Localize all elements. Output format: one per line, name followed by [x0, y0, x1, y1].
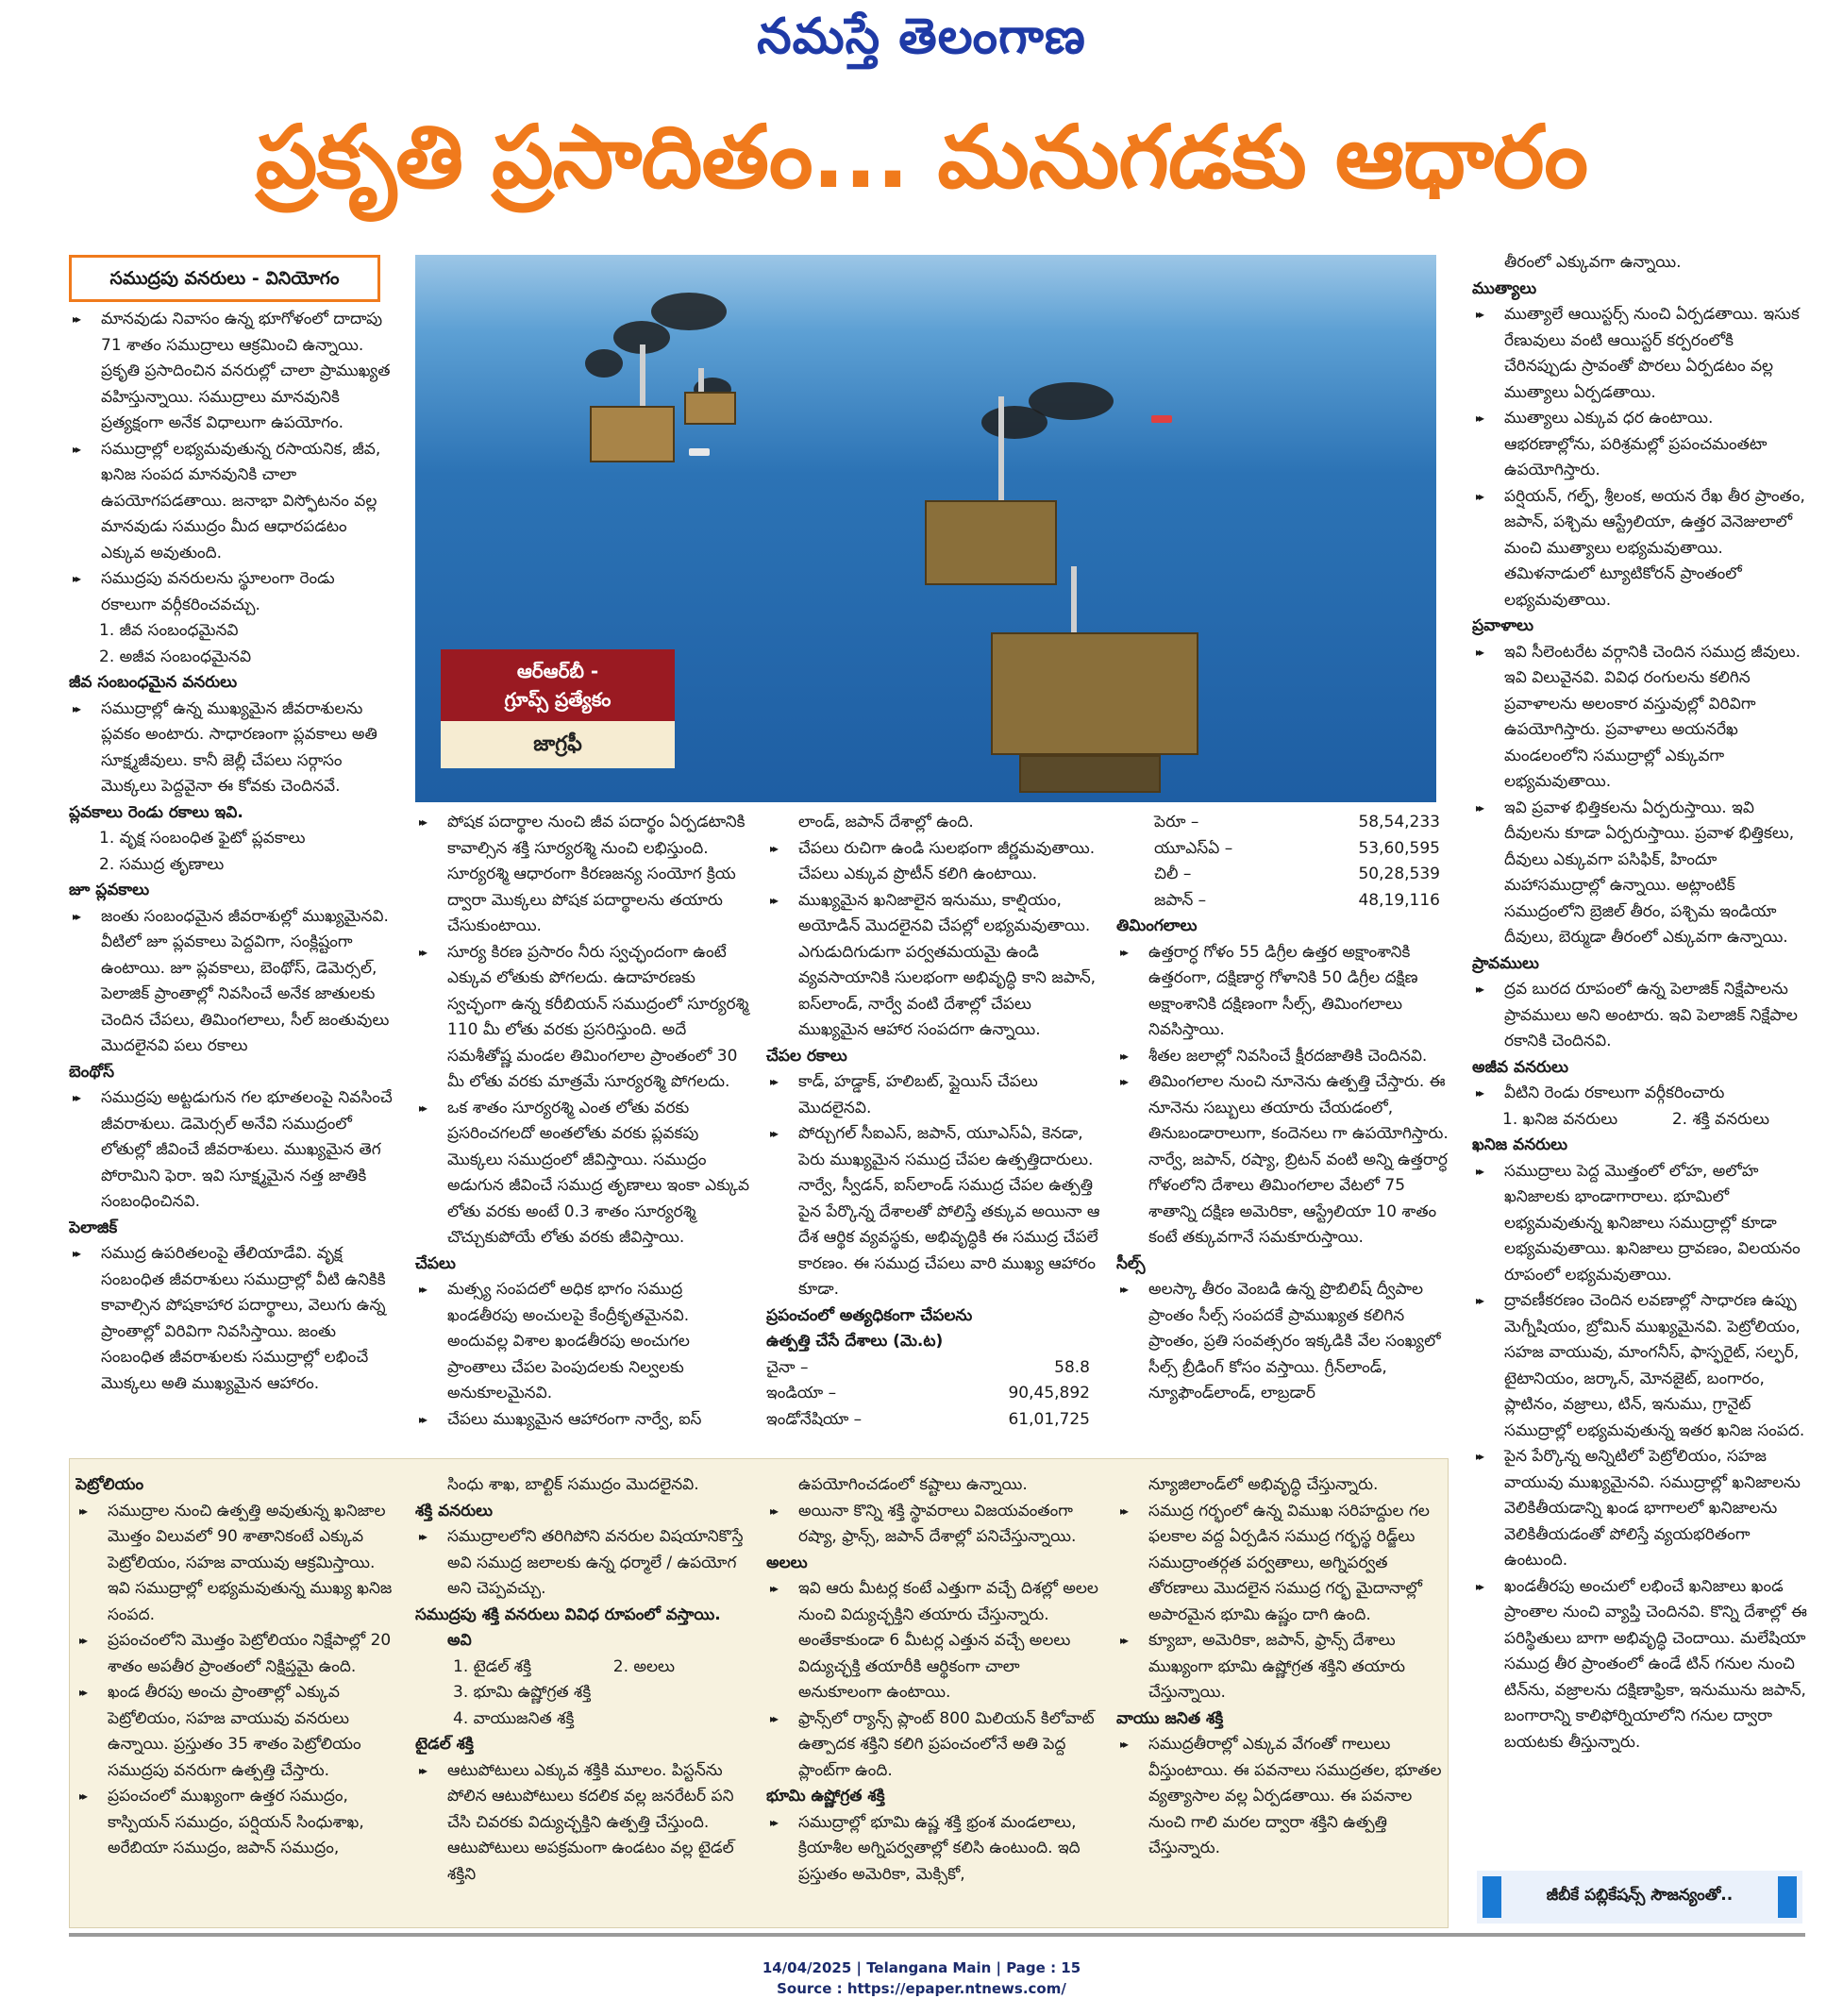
subheading: చేపలు [415, 1253, 456, 1273]
paragraph: ▸▸ సముద్రతీరాల్లో ఎక్కువ వేగంతో గాలులు వీస్తుంటాయి. ఈ పవనాలు సముద్రతల, భూతల వ్యత్యాసాల వల్ల ఏర్పడతాయి. ఈ పవనాల నుంచి గాలి మరల ద్వారా శక్తిని ఉత్పత్తి చేస్తున్నారు. [1116, 1732, 1442, 1862]
paragraph: ▸▸ జంతు సంబంధమైన జీవరాశుల్లో ముఖ్యమైనవి. వీటిలో జూ ప్లవకాలు పెద్దవిగా, సంక్లిష్టంగా ఉంటాయి. జూ ప్లవకాలు, బెంథోస్, డెమెర్సల్, పెలాజిక్ ప్రాంతాల్లో నివసించే అనేక జాతులకు చెందిన చేపలు, తిమింగలాలు, సీల్ జంతువులు మొదలైనవి పలు రకాలు [69, 904, 394, 1060]
subheading: ఖనిజ వనరులు [1472, 1135, 1568, 1154]
paragraph: ▸▸ పోర్చుగల్ సీఐఎస్, జపాన్, యూఎస్ఏ, కెనడా, పెరు ముఖ్యమైన సముద్ర చేపల ఉత్పత్తిదారులు. నార్వే, స్వీడన్, ఐస్‌లాండ్ సముద్ర చేపల ఉత్పత్తి పైన పేర్కొన్న దేశాలతో పోలిస్తే తక్కువ అయినా ఆ దేశ ఆర్థిక వ్యవస్థకు, అభివృద్ధికి ఈ సముద్ర చేపలే కారణం. ఈ సముద్ర చేపలు వారి ముఖ్య ఆహారం కూడా. [766, 1121, 1101, 1303]
paragraph: ఉపయోగించడంలో కష్టాలు ఉన్నాయి. [798, 1475, 1028, 1494]
paragraph: ▸▸ మత్స్య సంపదలో అధిక భాగం సముద్ర ఖండతీరపు అంచులపై కేంద్రీకృతమైనవి. అందువల్ల విశాల ఖండతీరపు అంచుగల ప్రాంతాలు చేపల పెంపుదలకు నిల్వలకు అనుకూలమైనవి. [415, 1277, 750, 1407]
column-4 [1116, 810, 1451, 1442]
divider [69, 1933, 1805, 1937]
list-item: 2. అజీవ సంబంధమైనవి [99, 647, 252, 666]
subheading: శక్తి వనరులు [415, 1501, 494, 1520]
list-item: 2. సముద్ర తృణాలు [99, 854, 225, 874]
paragraph: ▸▸ ముత్యాలు ఎక్కువ ధర ఉంటాయి. ఆభరణాల్లోను, పరిశ్రమల్లో ప్రపంచమంతటా ఉపయోగిస్తారు. [1472, 406, 1807, 484]
paragraph: ▸▸ పర్షియన్, గల్ఫ్, శ్రీలంక, అయన రేఖ తీర ప్రాంతం, జపాన్, పశ్చిమ ఆస్ట్రేలియా, ఉత్తర వెనెజులాలో మంచి ముత్యాలు లభ్యమవుతాయి. తమిళనాడులో ట్యూటికోరన్ ప్రాంతంలో లభ్యమవుతాయి. [1472, 484, 1807, 614]
list-row [415, 1655, 750, 1681]
table-row [1116, 862, 1451, 888]
country: జపాన్ – [1154, 890, 1207, 910]
subheading: తిమింగలాలు [1116, 916, 1198, 935]
paragraph: ▸▸ ఖండతీరపు అంచులో లభించే ఖనిజాలు ఖండ ప్రాంతాల నుంచి వ్యాప్తి చెందినవి. కొన్ని దేశాల్లో ఈ పరిస్థితులు బాగా అభివృద్ధి చెందాయి. మలేషియా సముద్ర తీర ప్రాంతంలో ఉండే టిన్ గనుల నుంచి టిన్‌ను, వజ్రాలను దక్షిణాఫ్రికా, ఇనుమును జపాన్, బంగారాన్ని కాలిఫోర్నియాలోని గనుల ద్వారా బయటకు తీస్తున్నారు. [1472, 1574, 1807, 1756]
subheading: అజీవ వనరులు [1472, 1057, 1568, 1077]
paragraph: ▸▸ సముద్రాలు పెద్ద మొత్తంలో లోహ, అలోహ ఖనిజాలకు భాండాగారాలు. భూమిలో లభ్యమవుతున్న ఖనిజాలు సముద్రాల్లో కూడా లభ్యమవుతాయి. ఖనిజాలు ద్రావణం, విలయనం రూపంలో లభ్యమవుతాయి. [1472, 1159, 1807, 1289]
footer [0, 1957, 1843, 1999]
column-3 [766, 810, 1101, 1442]
paragraph: ▸▸ శీతల జలాల్లో నివసించే క్షీరదజాతికి చెందినవి. [1116, 1044, 1451, 1070]
list-item: 4. వాయుజనిత శక్తి [453, 1708, 575, 1728]
country: ఇండోనేషియా – [766, 1409, 863, 1429]
paragraph: ▸▸ వీటిని రెండు రకాలుగా వర్గీకరించారు [1472, 1081, 1807, 1107]
list-item: 1. జీవ సంబంధమైనవి [99, 621, 239, 640]
paragraph: ▸▸ క్యూబా, అమెరికా, జపాన్, ఫ్రాన్స్ దేశాలు ముఖ్యంగా భూమి ఉష్ణోగ్రత శక్తిని తయారు చేస్తున్నాయి. [1116, 1628, 1442, 1706]
paragraph: సింధు శాఖ, బాల్టిక్ సముద్రం మొదలైనవి. [447, 1475, 699, 1494]
paragraph: ▸▸ పోషక పదార్థాల నుంచి జీవ పదార్థం ఏర్పడటానికి కావాల్సిన శక్తి సూర్యరశ్మి నుంచి లభిస్తుంది. సూర్యరశ్మి ఆధారంగా కిరణజన్య సంయోగ క్రియ ద్వారా మొక్కలు పోషక పదార్థాలను తయారు చేసుకుంటాయి. [415, 810, 750, 940]
subheading: సీల్స్ [1116, 1253, 1146, 1273]
paragraph: ▸▸ సముద్రపు అట్టడుగున గల భూతలంపై నివసించే జీవరాశులు. డెమెర్సల్ అనేవి సముద్రంలో లోతుల్లో జీవించే జీవరాశులు. ముఖ్యమైన తెగ పోరామిని ఫెరా. ఇవి సూక్ష్మమైన నత్త జాతికి సంబంధించినవి. [69, 1085, 394, 1216]
value: 50,28,539 [1358, 865, 1440, 883]
paragraph: ▸▸ అయినా కొన్ని శక్తి స్థావరాలు విజయవంతంగా రష్యా, ఫ్రాన్స్, జపాన్ దేశాల్లో పనిచేస్తున్నాయి. [766, 1499, 1101, 1551]
paragraph: ▸▸ మానవుడు నివాసం ఉన్న భూగోళంలో దాదాపు 71 శాతం సముద్రాలు ఆక్రమించి ఉన్నాయి. ప్రకృతి ప్రసాదించిన వనరుల్లో చాలా ప్రాముఖ్యత వహిస్తున్నాయి. సముద్రాలు మానవునికి ప్రత్యక్షంగా అనేక విధాలుగా ఉపయోగం. [69, 307, 394, 437]
paragraph: ▸▸ సముద్రాల్లో భూమి ఉష్ణ శక్తి భ్రంశ మండలాలు, క్రియాశీల అగ్నిపర్వతాల్లో కలిసి ఉంటుంది. ఇది ప్రస్తుతం అమెరికా, మెక్సికో, [766, 1810, 1101, 1889]
paragraph: ▸▸ ఇవి ప్రవాళ భిత్తికలను ఏర్పరుస్తాయి. ఇవి దీవులను కూడా ఏర్పరుస్తాయి. ప్రవాళ భిత్తికలు, దీవులు ఎక్కువగా పసిఫిక్, హిందూ మహాసముద్రాల్లో ఉన్నాయి. అట్లాంటిక్ సముద్రంలోని బ్రెజిల్ తీరం, పశ్చిమ ఇండియా దీవులు, బెర్ముడా తీరంలో ఎక్కువగా ఉన్నాయి. [1472, 796, 1807, 951]
paragraph: ▸▸ ద్రవ బురద రూపంలో ఉన్న పెలాజిక్ నిక్షేపాలను ప్రావములు అని అంటారు. ఇవి పెలాజిక్ నిక్షేపాల రకానికి చెందినవి. [1472, 977, 1807, 1055]
value: 48,19,116 [1358, 890, 1440, 910]
paragraph: ▸▸ సముద్ర గర్భంలో ఉన్న విముఖ సరిహద్దుల గల ఫలకాల వద్ద ఏర్పడిన సముద్ర గర్భస్థ రిడ్జ్‌లు సముద్రాంతర్గత పర్వతాలు, అగ్నిపర్వత తోరణాలు మొదలైన సముద్ర గర్భ మైదానాల్లో అపారమైన భూమి ఉష్ణం దాగి ఉంది. [1116, 1499, 1442, 1629]
table-row [1116, 888, 1451, 915]
subject-label: జాగ్రఫీ [441, 721, 675, 768]
paragraph: ▸▸ తిమింగలాల నుంచి నూనెను ఉత్పత్తి చేస్తారు. ఈ నూనెను సబ్బులు తయారు చేయడంలో, తినుబండారాలుగా, కందెనలు గా ఉపయోగిస్తారు. నార్వే, జపాన్, రష్యా, బ్రిటన్ వంటి అన్ని ఉత్తరార్ధ గోళంలోని దేశాలు తిమింగలాల వేటలో 75 శాతాన్ని దక్షిణ అమెరికా, ఆస్ట్రేలియా 10 శాతం కంటే తక్కువగానే సమకూరుస్తాయి. [1116, 1069, 1451, 1252]
subheading: టైడల్ శక్తి [415, 1735, 474, 1754]
paragraph: లాండ్, జపాన్ దేశాల్లో ఉంది. [798, 813, 974, 832]
subheading: జూ ప్లవకాలు [69, 881, 150, 899]
paragraph: న్యూజిలాండ్‌లో అభివృద్ధి చేస్తున్నారు. [1148, 1475, 1379, 1494]
table-row [766, 1407, 1101, 1434]
list-item: 1. టైడల్ శక్తి [453, 1656, 532, 1676]
paragraph: ▸▸ ఫ్రాన్స్‌లో ర్యాన్స్ ప్లాంట్ 800 మిలియన్ కిలోవాట్ ఉత్పాదక శక్తిని కలిగి ప్రపంచంలోనే అతి పెద్ద ప్లాంట్‌గా ఉంది. [766, 1706, 1101, 1785]
table-row [766, 1355, 1101, 1382]
paragraph: తీరంలో ఎక్కువగా ఉన్నాయి. [1504, 253, 1682, 272]
subheading: ప్రపంచంలో అత్యధికంగా చేపలను [766, 1305, 973, 1325]
paragraph: ▸▸ ప్రపంచంలోని మొత్తం పెట్రోలియం నిక్షేపాల్లో 20 శాతం అపతీర ప్రాంతంలో నిక్షిప్తమై ఉంది. [75, 1628, 398, 1680]
paragraph: ▸▸ అలస్కా తీరం వెంబడి ఉన్న ప్రొబిలిష్ ద్వీపాల ప్రాంతం సీల్స్ సంపదకే ప్రాముఖ్యత కలిగిన ప్రాంతం, ప్రతి సంవత్సరం ఇక్కడికి వేల సంఖ్యలో సీల్స్ బ్రీడింగ్ కోసం వస్తాయి. గ్రీన్‌లాండ్, న్యూఫౌండ్‌లాండ్, లాబ్రడార్ [1116, 1277, 1451, 1407]
section-title: సముద్రపు వనరులు - వినియోగం [69, 255, 380, 302]
subheading: సముద్రపు శక్తి వనరులు వివిధ రూపంలో వస్తాయి. [415, 1604, 721, 1624]
value: 58.8 [1054, 1357, 1090, 1377]
paragraph: ▸▸ సముద్ర ఉపరితలంపై తేలియాడేవి. వృక్ష సంబంధిత జీవరాశులు సముద్రాల్లో వీటి ఉనికికి కావాల్సిన పోషకాహార పదార్థాలు, వెలుగు ఉన్న ప్రాంతాల్లో విరివిగా నివసిస్తాయి. జంతు సంబంధిత జీవరాశులకు సముద్రాల్లో లభించే మొక్కలు అతి ముఖ్యమైన ఆహారం. [69, 1241, 394, 1397]
paragraph: ▸▸ సముద్రాల్లో లభ్యమవుతున్న రసాయనిక, జీవ, ఖనిజ సంపద మానవునికి చాలా ఉపయోగపడతాయి. జనాభా విస్ఫోటనం వల్ల మానవుడు సముద్రం మీద ఆధారపడటం ఎక్కువ అవుతుంది. [69, 437, 394, 567]
paragraph: ▸▸ కాడ్, హడ్డాక్, హలిబట్, ప్లైయిస్ చేపలు మొదలైనవి. [766, 1069, 1101, 1121]
paragraph: ▸▸ సముద్రాలలోని తరిగిపోని వనరుల విషయానికొస్తే అవి సముద్ర జలాలకు ఉన్న ధర్మాలే / ఉపయోగ అని చెప్పవచ్చు. [415, 1524, 750, 1603]
paragraph: ▸▸ ప్రపంచంలో ముఖ్యంగా ఉత్తర సముద్రం, కాస్పియన్ సముద్రం, పర్షియన్ సింధుశాఖ, అరేబియా సముద్రం, జపాన్ సముద్రం, [75, 1784, 398, 1862]
value: 53,60,595 [1358, 838, 1440, 858]
paragraph: ▸▸ సముద్రాల్లో ఉన్న ముఖ్యమైన జీవరాశులను ప్లవకం అంటారు. సాధారణంగా ప్లవకాలు అతి సూక్ష్మజీవులు. కానీ జెల్లీ చేపలు సర్గాసం మొక్కలు పెద్దవైనా ఈ కోవకు చెందినవే. [69, 697, 394, 800]
bottom-column-1 [75, 1472, 398, 1924]
paragraph: ▸▸ పైన పేర్కొన్న అన్నిటిలో పెట్రోలియం, సహజ వాయువు ముఖ్యమైనవి. సముద్రాల్లో ఖనిజాలను వెలికితీయడాన్ని ఖండ భాగాలలో ఖనిజాలను వెలికితీయడంతో పోలిస్తే వ్యయభరితంగా ఉంటుంది. [1472, 1444, 1807, 1574]
paragraph: ▸▸ ఇవి ఆరు మీటర్ల కంటే ఎత్తుగా వచ్చే దిశల్లో అలల నుంచి విద్యుచ్ఛక్తిని తయారు చేస్తున్నారు. అంతేకాకుండా 6 మీటర్ల ఎత్తున వచ్చే అలలు విద్యుచ్ఛక్తి తయారీకి ఆర్థికంగా చాలా అనుకూలంగా ఉంటాయి. [766, 1576, 1101, 1706]
paragraph: ▸▸ సూర్య కిరణ ప్రసారం నీరు స్వచ్ఛందంగా ఉంటే ఎక్కువ లోతుకు పోగలదు. ఉదాహరణకు స్వచ్ఛంగా ఉన్న కరీబియన్ సముద్రంలో సూర్యరశ్మి 110 మీ లోతు వరకు ప్రసరిస్తుంది. అదే సమశీతోష్ణ మండల తిమింగలాల ప్రాంతంలో 30 మీ లోతు వరకు మాత్రమే సూర్యరశ్మి పోగలదు. [415, 940, 750, 1096]
paragraph: ▸▸ ద్రావణీకరణం చెందిన లవణాల్లో సాధారణ ఉప్పు మెగ్నీషియం, బ్రోమిన్ ముఖ్యమైనవి. పెట్రోలియం, సహజ వాయువు, మాంగనీస్, ఫాస్ఫరైట్, సల్ఫర్, టైటానియం, జర్కాన్, మోనజైట్, బంగారం, ప్లాటినం, వజ్రాలు, టిన్, ఇనుము, గ్రానైట్ సముద్రాల్లో లభ్యమవుతున్న ఇతర ఖనిజ సంపద. [1472, 1288, 1807, 1444]
table-row [1116, 810, 1451, 836]
table-row [1116, 836, 1451, 863]
list-row [1472, 1107, 1807, 1134]
paragraph: ▸▸ ఆటుపోటులు ఎక్కువ శక్తికి మూలం. పిస్టన్‌ను పోలిన ఆటుపోటులు కదలిక వల్ల జనరేటర్ పని చేసి చివరకు విద్యుచ్ఛక్తిని ఉత్పత్తి చేస్తుంది. ఆటుపోటులు అపక్రమంగా ఉండటం వల్ల టైడల్ శక్తిని [415, 1758, 750, 1889]
subheading: ఉత్పత్తి చేసే దేశాలు (మె.ట) [766, 1332, 944, 1351]
value: 90,45,892 [1008, 1384, 1090, 1403]
courtesy-text: జీబీకే పబ్లికేషన్స్ సౌజన్యంతో.. [1546, 1886, 1734, 1905]
paragraph: ▸▸ ఉత్తరార్ధ గోళం 55 డిగ్రీల ఉత్తర అక్షాంశానికి ఉత్తరంగా, దక్షిణార్ధ గోళానికి 50 డిగ్రీల దక్షిణ అక్షాంశానికి దక్షిణంగా సీల్స్, తిమింగలాలు నివసిస్తాయి. [1116, 940, 1451, 1044]
value: 61,01,725 [1008, 1409, 1090, 1429]
subheading: జీవ సంబంధమైన వనరులు [69, 673, 238, 692]
paragraph: ▸▸ ముఖ్యమైన ఖనిజాలైన ఇనుము, కాల్షియం, అయోడిన్ మొదలైనవి చేపల్లో లభ్యమవుతాయి. ఎగుడుదిగుడుగా పర్వతమయమై ఉండి వ్యవసాయానికి సులభంగా అభివృద్ధి కాని జపాన్, ఐస్‌లాండ్, నార్వే వంటి దేశాల్లో చేపలు ముఖ్యమైన ఆహార సంపదగా ఉన్నాయి. [766, 888, 1101, 1044]
series-credit [441, 649, 675, 768]
paragraph: ▸▸ సముద్రాల నుంచి ఉత్పత్తి అవుతున్న ఖనిజాల మొత్తం విలువలో 90 శాతానికంటే ఎక్కువ పెట్రోలియం, సహజ వాయువు ఆక్రమిస్తాయి. ఇవి సముద్రాల్లో లభ్యమవుతున్న ముఖ్య ఖనిజ సంపద. [75, 1499, 398, 1629]
credit-line1: ఆర్ఆర్‌బీ - [516, 660, 599, 682]
paragraph: ▸▸ ఇవి సీలెంటరేట వర్గానికి చెందిన సముద్ర జీవులు. ఇవి విలువైనవి. వివిధ రంగులను కలిగిన ప్రవాళాలను అలంకార వస్తువుల్లో విరివిగా ఉపయోగిస్తారు. ప్రవాళాలు అయనరేఖ మండలంలోని సముద్రాల్లో ఎక్కువగా లభ్యమవుతాయి. [1472, 640, 1807, 796]
paragraph: ▸▸ ముత్యాలే ఆయిస్టర్స్ నుంచి ఏర్పడతాయి. ఇసుక రేణువులు వంటి ఆయిస్టర్ కర్పరంలోకి చేరినప్పుడు స్రావంతో పొరలు ఏర్పడటం వల్ల ముత్యాలు ఏర్పడతాయి. [1472, 302, 1807, 406]
subheading: బెంథోస్ [69, 1062, 115, 1082]
subheading: అవి [447, 1631, 472, 1650]
list-item: 1. ఖనిజ వనరులు [1502, 1109, 1618, 1129]
footer-source: Source : https://epaper.ntnews.com/ [777, 1980, 1066, 1997]
list-item: 2. అలలు [612, 1656, 675, 1676]
subheading: ముత్యాలు [1472, 278, 1537, 298]
bottom-column-2 [415, 1472, 750, 1924]
value: 58,54,233 [1358, 813, 1440, 832]
paragraph: ▸▸ ఒక శాతం సూర్యరశ్మి ఎంత లోతు వరకు ప్రసరించగలదో అంతలోతు వరకు ప్లవకపు మొక్కలు సముద్రంలో జీవిస్తాయి. సముద్రం అడుగున జీవించే సముద్ర తృణాలు ఇంకా ఎక్కువ లోతు వరకు అంటే 0.3 శాతం సూర్యరశ్మి చొచ్చుకుపోయే లోతు వరకు జీవిస్తాయి. [415, 1096, 750, 1252]
country: యూఎస్ఏ – [1154, 838, 1233, 858]
subheading: ప్రావములు [1472, 953, 1539, 973]
credit-line2: గ్రూప్స్ ప్రత్యేకం [504, 688, 612, 711]
list-item: 1. వృక్ష సంబంధిత ఫైటో ప్లవకాలు [99, 829, 306, 848]
paragraph: ▸▸ చేపలు ముఖ్యమైన ఆహారంగా నార్వే, ఐస్ [415, 1407, 750, 1434]
country: చైనా – [766, 1357, 809, 1377]
subheading: అలలు [766, 1553, 808, 1572]
subheading: ప్లవకాలు రెండు రకాలు ఇవి. [69, 802, 243, 822]
country: ఇండియా – [766, 1384, 837, 1403]
headline: ప్రకృతి ప్రసాదితం... మనుగడకు ఆధారం [255, 107, 1588, 208]
subheading: ప్రవాళాలు [1472, 616, 1533, 635]
paragraph: ▸▸ చేపలు రుచిగా ఉండి సులభంగా జీర్ణమవుతాయి. చేపలు ఎక్కువ ప్రొటీన్ కలిగి ఉంటాయి. [766, 836, 1101, 888]
paragraph: ▸▸ ఖండ తీరపు అంచు ప్రాంతాల్లో ఎక్కువ పెట్రోలియం, సహజ వాయువు వనరులు ఉన్నాయి. ప్రస్తుతం 35 శాతం పెట్రోలియం సముద్రపు వనరుగా ఉత్పత్తి చేస్తారు. [75, 1680, 398, 1784]
subheading: వాయు జనిత శక్తి [1116, 1708, 1224, 1728]
country: పెరూ – [1154, 813, 1199, 832]
masthead: నమస్తే తెలంగాణ [757, 8, 1086, 65]
list-item: 3. భూమి ఉష్ణోగ్రత శక్తి [453, 1683, 592, 1702]
paragraph: ▸▸ సముద్రపు వనరులను స్థూలంగా రెండు రకాలుగా వర్గీకరించవచ్చు. [69, 566, 394, 618]
subheading: పెట్రోలియం [75, 1475, 144, 1494]
column-1 [69, 307, 394, 1439]
subheading: పెలాజిక్ [69, 1218, 118, 1237]
footer-date: 14/04/2025 | Telangana Main | Page : 15 [762, 1959, 1081, 1976]
column-2 [415, 810, 750, 1442]
table-row [766, 1381, 1101, 1407]
courtesy-banner [1477, 1871, 1802, 1924]
list-item: 2. శక్తి వనరులు [1671, 1109, 1769, 1129]
bottom-column-4 [1116, 1472, 1442, 1924]
bottom-column-3 [766, 1472, 1101, 1924]
column-5 [1472, 250, 1807, 1855]
country: చిలీ – [1154, 865, 1192, 883]
subheading: చేపల రకాలు [766, 1046, 847, 1066]
subheading: భూమి ఉష్ణోగ్రత శక్తి [766, 1787, 885, 1806]
